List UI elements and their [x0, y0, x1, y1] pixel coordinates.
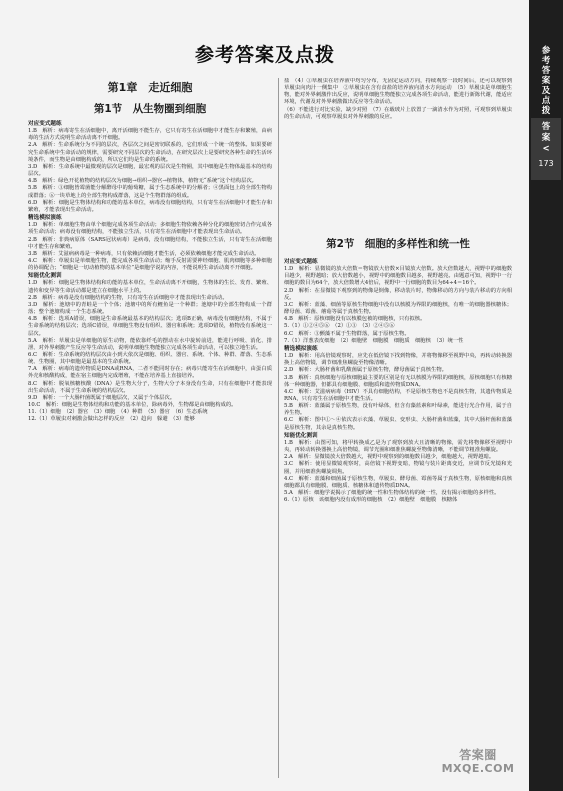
answer-paragraph: 8.C 解析：脱氧核糖核酸（DNA）是生物大分子，生物大分子本身没有生命，只有在细胞中才能表现出生命活动，不属于生命系统的结构层次。 — [28, 380, 272, 394]
answer-paragraph: 3.C 解析：蓝藻、细菌等原核生物细胞中没有以核膜为界限的细胞核，有唯一的细胞器核糖体；酵母菌、霉菌、蘑菇等属于真核生物。 — [284, 301, 512, 316]
answer-paragraph: 4.C 解析：草履虫是单细胞生物，能完成各项生命活动；缩手反射需要神经细胞、肌肉细胞等多种细胞的协调配合；“细胞是一切动植物的基本单位”是细胞学说的内容，不能说明生命活动离不开细胞。 — [28, 257, 272, 272]
answer-paragraph: 6.C 解析：图中①～④依次表示衣藻、草履虫、变形虫、大肠杆菌和蓝藻，其中大肠杆菌和蓝藻是原核生物，其余是真核生物。 — [284, 417, 512, 431]
answer-paragraph: 4.B 解析：原核细胞没有以核膜包被的细胞核，只有拟核。 — [284, 316, 426, 323]
answer-paragraph: 2.D 解析：大肠杆菌和乳酸菌属于原核生物，酵母菌属于真核生物。 — [284, 367, 447, 374]
answer-paragraph: （6）不能进行对比实验，缺少对照 （7）在载玻片上放置了一滴清水作为对照，可观察到草履虫的生命活动，可观察草履虫对外界刺激的反应。 — [284, 106, 512, 120]
answer-paragraph: 1.D 解析：单细胞生物由单个细胞完成各项生命活动；多细胞生物依赖各种分化的细胞密切合作完成各项生命活动；病毒没有细胞结构，不能独立生活，只有寄生在活细胞中才能表现出生命活动。 — [28, 222, 272, 236]
section-title-left: 第1节 从生物圈到细胞 — [93, 103, 207, 115]
answer-paragraph: 2.D 解析：在显微镜下观察到的物像是倒像，移动装片时，物像移动的方向与装片移动的方向相反。 — [284, 287, 512, 301]
strip-char: 点 — [541, 96, 551, 106]
strip-char: 考 — [541, 56, 551, 66]
answer-paragraph: 7.A 解析：病毒的遗传物质是DNA或RNA，二者不能同时存在；病毒只能寄生在活细胞中，由蛋白质外壳和核酸构成，能在宿主细胞内完成增殖，不能在培养基上直接培养。 — [28, 366, 272, 380]
answer-paragraph: 12.（1）草履虫对刺激会做出怎样的反应 （2）趋向 躲避 （3）能够 — [28, 416, 195, 423]
section-title-right: 第2节 细胞的多样性和统一性 — [326, 238, 470, 250]
answer-paragraph: 7.（1）洋葱表皮细胞 （2）细胞壁 细胞膜 细胞质 细胞核 （3）统一性 — [284, 337, 464, 344]
answer-paragraph: 3.D 解析：池塘中的青蛙是一个个体；池塘中的所有鲤鱼是一个种群；池塘中的全部生物构成一个群落；整个池塘构成一个生态系统。 — [28, 301, 272, 316]
answer-paragraph: 3.D 解析：生命系统中最微观的层次是细胞，最宏观的层次是生物圈，其中细胞是生物体最基本的结构层次。 — [28, 163, 272, 178]
side-strip-label — [532, 46, 560, 116]
answer-paragraph: 6.C 解析：③颤藻不属于生物群落，属于原核生物。 — [284, 330, 410, 337]
tab-char: 案 — [541, 133, 551, 143]
answer-paragraph: 2.A 解析：生命系统分为不同的层次，各层次之间是密切联系的，它们形成一个统一的整体。如果要研究生命系统中生命活动的规律，需要研究不同层次的生命活动，在研究层次上是要研究各种生命的生活环境条件，而生物是由细胞构成的，所以它们均是生命的系统。 — [28, 142, 272, 163]
left-column — [28, 120, 272, 780]
watermark-text-bottom: MXQE.COM — [441, 762, 515, 775]
answer-paragraph: 6.D 解析：细胞是生物体结构和功能的基本单位，病毒没有细胞结构，只有寄生在活细胞中才能生存和繁殖，才能表现出生命活动。 — [28, 199, 272, 213]
answer-paragraph: 3.B 解析：真核细胞与原核细胞最主要的区别是有无以核膜为界限的细胞核，原核细胞只有核糖体一种细胞器，但都具有细胞膜、细胞质和遗传物质DNA。 — [284, 374, 512, 388]
answer-paragraph: 5.A 解析：草履虫是单细胞的原生动物，能依靠纤毛的摆动在水中旋转前进，能进行呼吸、消化、排泄、对外界刺激产生反应等生命活动，说明单细胞生物能独立完成各项生命活动，可以独立地生活。 — [28, 337, 272, 351]
strip-char: 答 — [541, 66, 551, 76]
subsection-heading: 对应变式题练 — [284, 259, 318, 265]
answer-paragraph: 3.C 解析：使用显微镜观察时，高倍镜下视野变暗，物镜与装片距离变近，应调节反光镜和光圈，并用细准焦螺旋调焦。 — [284, 461, 512, 475]
answer-paragraph: 2.A 解析：显微镜放大倍数越大，视野中观察到的细胞数目越少，细胞越大，视野越暗。 — [284, 454, 495, 461]
column-divider — [278, 78, 279, 778]
answer-paragraph: 4.C 解析：艾滋病病毒（HIV）不具有细胞结构，不是原核生物也不是真核生物，其遗传物质是RNA，只有寄生在活细胞中才能生活。 — [284, 388, 512, 402]
answer-paragraph: 1.B 解析：由图可知，将甲转换成乙是为了观察到放大且清晰的物像，需先将物像移至视野中央，再转动转换器换上高倍物镜，调节光圈和细准焦螺旋至物像清晰，不能调节粗准焦螺旋。 — [284, 439, 512, 454]
tab-char: 答 — [541, 122, 551, 132]
subsection-heading: 知能优化测训 — [28, 273, 62, 280]
answer-paragraph: 3.B 解析：艾滋病病毒是一种病毒，只有依赖活细胞才能生活，必须依赖细胞才能完成生命活动。 — [28, 250, 260, 257]
answer-paragraph: 11.（1）细胞 （2）器官 （3）细胞 （4）种群 （5）器官 （6）生态系统 — [28, 409, 208, 416]
strip-char: 拨 — [541, 106, 551, 116]
right-column-bottom — [284, 258, 512, 781]
answer-tab[interactable] — [531, 118, 561, 180]
answer-paragraph: 10.C 解析：细胞是生物体结构和功能的基本单位，除病毒外，生物都是由细胞构成的。 — [28, 402, 237, 409]
answer-paragraph: 1.D 解析：用高倍镜观察时，应先在低倍镜下找到物像，并将物像移至视野中央，再转动转换器换上高倍物镜，调节细准焦螺旋至物像清晰。 — [284, 353, 512, 367]
tab-arrow-icon: < — [542, 144, 550, 154]
answer-paragraph: 5.A 解析：细胞学说揭示了细胞的统一性和生物体结构的统一性，没有揭示细胞的多样性。 — [284, 490, 500, 496]
answer-paragraph: 9.D 解析：一个大肠杆菌既属于细胞层次，又属于个体层次。 — [28, 394, 176, 401]
answer-paragraph: 4.C 解析：蓝藻和细菌属于原核生物，草履虫、酵母菌、霉菌等属于真核生物，原核细胞和真核细胞都具有细胞膜、细胞质、核糖体和遗传物质DNA。 — [284, 475, 512, 489]
answer-paragraph: 6.（1）原核 该细胞内没有成形的细胞核 （2）细胞壁 细胞膜 核糖体 — [284, 497, 458, 504]
answer-tab-label — [531, 122, 561, 155]
answer-paragraph: 4.B 解析：绿色开花植物的结构层次为细胞→组织→器官→植物体，植物无“系统”这个结构层次。 — [28, 178, 257, 185]
answer-paragraph: 2.B 解析：非典病原体（SARS冠状病毒）是病毒，没有细胞结构，不能独立生活，只有寄生在活细胞中才能生存和繁殖。 — [28, 236, 272, 250]
answer-paragraph: 2.B 解析：病毒是没有细胞结构的生物，只有寄生在活细胞中才能表现出生命活动。 — [28, 294, 228, 301]
watermark-text-top: 答案圈 — [459, 748, 497, 762]
watermark-logo — [432, 748, 524, 782]
answer-paragraph: 6.C 解析：生命系统的结构层次由小到大依次是细胞、组织、器官、系统、个体、种群、群落、生态系统、生物圈，其中细胞是最基本的生命系统。 — [28, 352, 272, 366]
answer-paragraph: 5.B 解析：蓝藻属于原核生物，没有叶绿体，但含有藻蓝素和叶绿素，能进行光合作用，属于自养生物。 — [284, 403, 512, 417]
subsection-heading: 对应变式题练 — [28, 121, 62, 127]
chapter-title: 第1章 走近细胞 — [107, 81, 193, 94]
answer-paragraph: 1.D 解析：显微镜的放大倍数＝物镜放大倍数×目镜放大倍数。放大倍数越大，视野中的细胞数目越少，视野越暗；放大倍数越小，视野中的细胞数目越多，视野越亮。由题意可知，视野中一行细胞的数目为64个，放大倍数增大4倍后，视野中一行细胞的数目为64÷4＝16个。 — [284, 266, 512, 287]
strip-char: 案 — [541, 76, 551, 86]
strip-char: 及 — [541, 86, 551, 96]
subsection-heading: 精选模拟演练 — [28, 215, 62, 222]
answer-paragraph: 1.D 解析：细胞是生物体结构和功能的基本单位，生命活动离不开细胞，生物体的生长、发育、繁殖、遗传和变异等生命活动都是建立在细胞水平上的。 — [28, 280, 272, 294]
page-number: 173 — [538, 159, 554, 168]
subsection-heading: 知能优化测训 — [284, 432, 318, 439]
answer-paragraph: 5.（1）①②④⑤⑥ （2）①③ （3）②④⑤⑥ — [284, 323, 395, 330]
answer-paragraph: 盐 （4）①草履虫在培养液中均匀分布，无固定运动方向，持续观察一段时间后，还可以观察到草履虫向肉汁一侧集中 ②草履虫在含有食盐的培养液向清水方向运动 （5）草履虫是单细胞生物，能对外界刺激作出反应，说明单细胞生物能独立完成各项生命活动，能进行新陈代谢，能适应环境，代谢及对外界刺激做出反应等生命活动。 — [284, 78, 512, 106]
answer-paragraph: 1.B 解析：病毒寄生在活细胞中，离开活细胞不能生存，它只有寄生在活细胞中才能生存和繁殖，由病毒的生活方式说明生命活动离不开细胞。 — [28, 128, 272, 142]
answer-paragraph: 4.B 解析：选项A错误，细胞是生命系统最基本的结构层次；选项B正确，病毒没有细胞结构，不属于生命系统的结构层次；选项C错误，单细胞生物没有组织、器官和系统；选项D错误，植物没有系统这一层次。 — [28, 316, 272, 337]
answer-paragraph: 5.B 解析：③细胞皆霉菌能分解酵母中的葡萄糖，属于生态系统中的分解者；④黑面包上的全部生物构成群落；⑥一块草地上的全部生物构成群落，这是个生物群落的组成。 — [28, 185, 272, 199]
page-title: 参考答案及点拨 — [194, 44, 335, 66]
right-column-top — [284, 78, 512, 230]
strip-char: 参 — [541, 46, 551, 56]
subsection-heading: 精选模拟演练 — [284, 345, 318, 352]
